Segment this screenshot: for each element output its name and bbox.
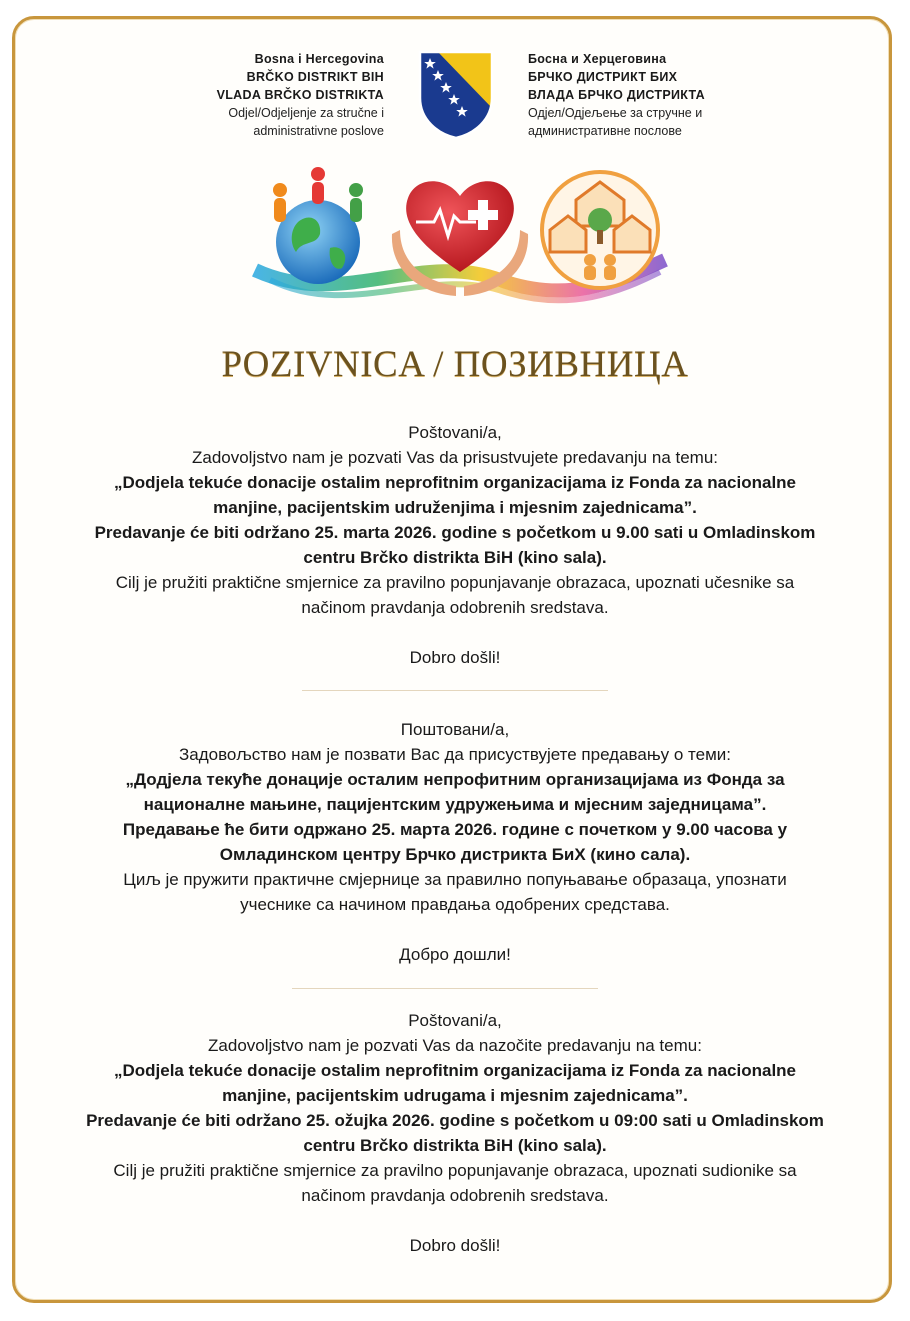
community-houses-icon	[542, 172, 658, 288]
header-country: Bosna i Hercegovina	[254, 52, 384, 66]
header-department-cont-cyr: административне послове	[528, 124, 682, 138]
welcome: Dobro došli!	[409, 648, 501, 667]
heart-hands-icon	[392, 181, 528, 296]
globe-people-icon	[273, 167, 363, 284]
topic: „Dodjela tekuće donacije ostalim neprofitnim organizacijama iz Fonda za nacionalne	[113, 473, 797, 492]
intro: Zadovoljstvo nam je pozvati Vas da prisustvujete predavanju na temu:	[191, 448, 719, 467]
page-title: POZIVNICA / ПОЗИВНИЦА	[221, 344, 689, 385]
divider	[302, 690, 608, 691]
goal: Cilj je pružiti praktične smjernice za pravilno popunjavanje obrazaca, upoznati učesnike sa	[115, 573, 795, 592]
goal: Циљ је пружити практичне смјернице за правилно попуњавање образаца, упознати	[123, 870, 787, 889]
goal: Cilj je pružiti praktične smjernice za pravilno popunjavanje obrazaca, upoznati sudionike sa	[113, 1161, 797, 1180]
welcome: Добро дошли!	[399, 945, 511, 964]
invitation-croatian	[40, 1008, 870, 1258]
topic: „Dodjela tekuće donacije ostalim neprofitnim organizacijama iz Fonda za nacionalne	[113, 1061, 797, 1080]
header-department-cyr: Одјел/Одјељење за стручне и	[528, 106, 703, 120]
invitation-cyrillic	[40, 717, 870, 967]
intro: Задовољство нам је позвати Вас да присуствујете предавању о теми:	[178, 745, 732, 764]
details: Predavanje će biti održano 25. ožujka 2026. godine s početkom u 09:00 sati u Omladinskom	[86, 1111, 824, 1130]
header-department: Odjel/Odjeljenje za stručne i	[228, 106, 384, 120]
header-department-cont: administrativne poslove	[253, 124, 384, 138]
intro: Zadovoljstvo nam je pozvati Vas da nazočite predavanju na temu:	[208, 1036, 702, 1055]
header-district: BRČKO DISTRIKT BIH	[246, 70, 384, 84]
topic-cont: manjine, pacijentskim udrugama i mjesnim zajednicama”.	[222, 1086, 688, 1105]
header-latin	[217, 50, 384, 140]
greeting: Poštovani/a,	[408, 423, 502, 442]
greeting: Poštovani/a,	[408, 1011, 502, 1030]
topic: „Додјела текуће донације осталим непрофитним организацијама из Фонда за	[125, 770, 785, 789]
bih-coat-of-arms-icon	[416, 48, 496, 140]
header-district-cyr: БРЧКО ДИСТРИКТ БИХ	[528, 70, 678, 84]
header-cyrillic	[528, 50, 705, 140]
goal-cont: načinom pravdanja odobrenih sredstava.	[301, 598, 609, 617]
header-government-cyr: ВЛАДА БРЧКО ДИСТРИКТА	[528, 88, 705, 102]
details-cont: Омладинском центру Брчко дистрикта БиХ (кино сала).	[219, 845, 691, 864]
goal-cont: учеснике са начином правдања одобрених средстава.	[240, 895, 670, 914]
goal-cont: načinom pravdanja odobrenih sredstava.	[301, 1186, 609, 1205]
details-cont: centru Brčko distrikta BiH (kino sala).	[303, 1136, 607, 1155]
details: Predavanje će biti održano 25. marta 2026. godine s početkom u 9.00 sati u Omladinskom	[94, 523, 816, 542]
topic-cont: националне мањине, пацијентским удружењима и мјесним заједницама”.	[143, 795, 767, 814]
welcome: Dobro došli!	[409, 1236, 501, 1255]
header-country-cyr: Босна и Херцеговина	[528, 52, 667, 66]
invitation-latin	[40, 420, 870, 670]
illustration	[250, 160, 670, 320]
topic-cont: manjine, pacijentskim udruženjima i mjesnim zajednicama”.	[213, 498, 697, 517]
header-government: VLADA BRČKO DISTRIKTA	[216, 88, 384, 102]
details: Предавање ће бити одржано 25. марта 2026. године с почетком у 9.00 часова у	[122, 820, 788, 839]
greeting: Поштовани/а,	[400, 720, 510, 739]
details-cont: centru Brčko distrikta BiH (kino sala).	[303, 548, 607, 567]
divider	[292, 988, 598, 989]
header	[0, 48, 910, 148]
